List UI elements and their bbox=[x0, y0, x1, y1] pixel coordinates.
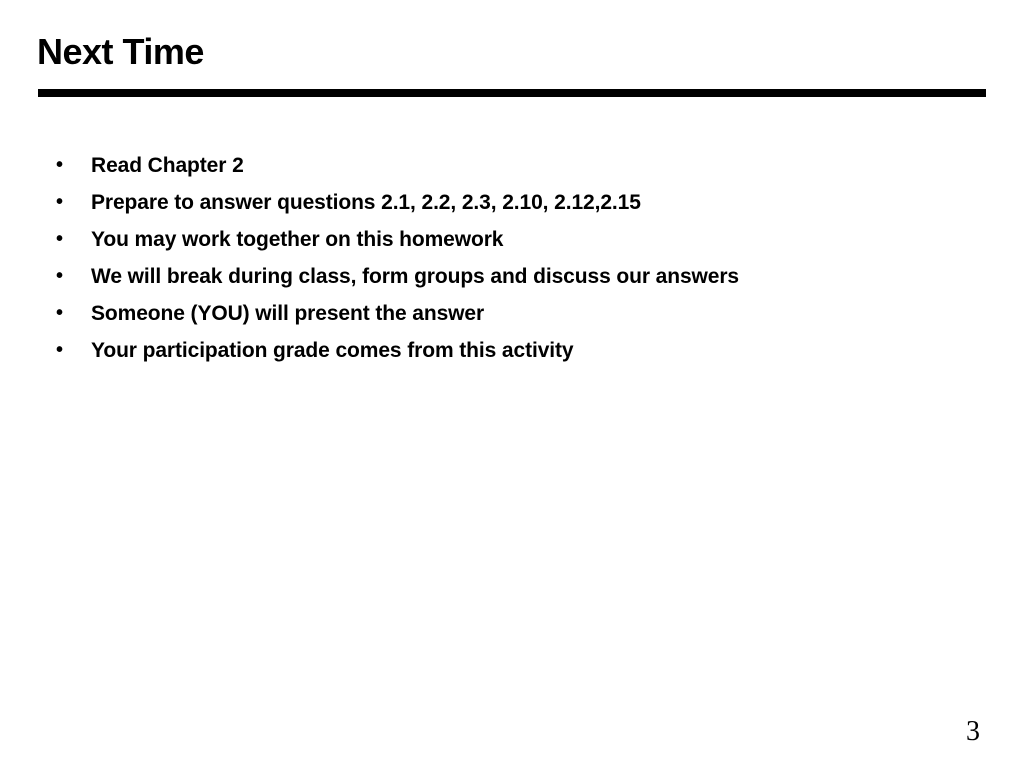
bullet-item-present-answer bbox=[56, 295, 739, 332]
bullet-item-participation-grade bbox=[56, 332, 739, 369]
bullet-item-prepare-questions bbox=[56, 184, 739, 221]
bullet-text: Your participation grade comes from this activity bbox=[91, 339, 574, 362]
bullet-icon: • bbox=[56, 302, 64, 324]
bullet-item-work-together bbox=[56, 221, 739, 258]
bullet-icon: • bbox=[56, 228, 64, 250]
slide-title: Next Time bbox=[37, 31, 204, 72]
bullet-text: We will break during class, form groups and discuss our answers bbox=[91, 265, 739, 288]
bullet-text: Read Chapter 2 bbox=[91, 154, 244, 177]
bullet-list bbox=[56, 147, 739, 369]
bullet-item-read-chapter bbox=[56, 147, 739, 184]
bullet-icon: • bbox=[56, 154, 64, 176]
title-divider bbox=[38, 89, 986, 97]
bullet-item-break-groups bbox=[56, 258, 739, 295]
bullet-text: Prepare to answer questions 2.1, 2.2, 2.3, 2.10, 2.12,2.15 bbox=[91, 191, 641, 214]
bullet-text: You may work together on this homework bbox=[91, 228, 504, 251]
bullet-icon: • bbox=[56, 339, 64, 361]
bullet-icon: • bbox=[56, 265, 64, 287]
bullet-icon: • bbox=[56, 191, 64, 213]
bullet-text: Someone (YOU) will present the answer bbox=[91, 302, 485, 325]
page-number: 3 bbox=[966, 716, 980, 747]
